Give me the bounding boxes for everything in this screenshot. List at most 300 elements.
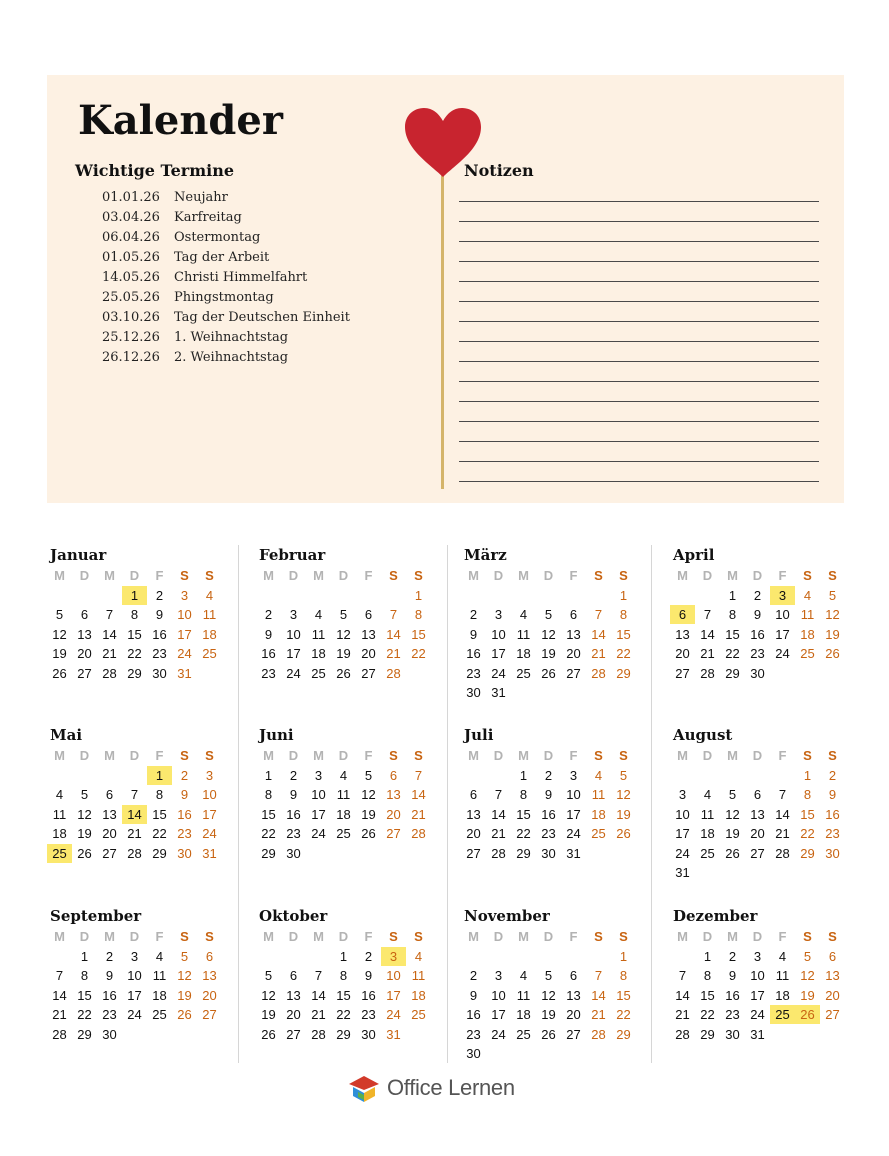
day-cell: 23 bbox=[177, 826, 192, 842]
day-cell: 6 bbox=[569, 607, 578, 623]
empty-cell bbox=[256, 586, 281, 605]
week-row bbox=[47, 605, 227, 625]
day-cell: 18 bbox=[311, 646, 326, 662]
day-cell: 5 bbox=[619, 767, 628, 783]
weekday-label: F bbox=[569, 748, 578, 764]
day-cell: 15 bbox=[411, 626, 426, 642]
month-6 bbox=[461, 725, 641, 863]
day-cell: 30 bbox=[541, 845, 556, 861]
day-cell: 2 bbox=[753, 587, 762, 603]
week-row bbox=[670, 986, 850, 1006]
day-cell: 12 bbox=[261, 987, 276, 1003]
day-cell: 22 bbox=[336, 1007, 351, 1023]
weekday-label: D bbox=[129, 929, 140, 945]
note-line bbox=[459, 183, 819, 202]
weekday-label: F bbox=[778, 568, 787, 584]
day-cell: 25 bbox=[700, 845, 715, 861]
day-cell: 11 bbox=[411, 968, 426, 984]
day-cell: 7 bbox=[594, 607, 603, 623]
week-row bbox=[670, 664, 850, 684]
day-cell: 2 bbox=[155, 587, 164, 603]
day-cell: 19 bbox=[52, 646, 67, 662]
day-cell: 14 bbox=[775, 806, 790, 822]
day-cell: 20 bbox=[286, 1007, 301, 1023]
event-name: Phingstmontag bbox=[174, 289, 274, 305]
day-cell: 13 bbox=[566, 987, 581, 1003]
empty-cell bbox=[795, 664, 820, 683]
day-cell: 28 bbox=[102, 665, 117, 681]
day-cell: 13 bbox=[750, 806, 765, 822]
day-cell: 5 bbox=[544, 607, 553, 623]
day-cell: 17 bbox=[311, 806, 326, 822]
empty-cell bbox=[122, 766, 147, 785]
week-row bbox=[47, 805, 227, 825]
day-cell: 2 bbox=[289, 767, 298, 783]
day-cell: 19 bbox=[541, 646, 556, 662]
day-cell: 11 bbox=[311, 626, 326, 642]
column-divider bbox=[651, 545, 652, 1063]
weekday-label: F bbox=[155, 568, 164, 584]
day-cell: 3 bbox=[494, 968, 503, 984]
day-cell: 6 bbox=[105, 787, 114, 803]
empty-cell bbox=[745, 766, 770, 785]
day-cell: 25 bbox=[152, 1007, 167, 1023]
empty-cell bbox=[611, 683, 636, 702]
day-cell: 29 bbox=[261, 845, 276, 861]
day-cell: 31 bbox=[177, 665, 192, 681]
day-cell: 22 bbox=[800, 826, 815, 842]
event-item bbox=[102, 187, 350, 207]
weekday-label: D bbox=[702, 748, 713, 764]
day-cell: 25 bbox=[311, 665, 326, 681]
weekday-label: D bbox=[79, 568, 90, 584]
weekday-label: F bbox=[155, 748, 164, 764]
day-cell: 14 bbox=[675, 987, 690, 1003]
day-cell: 21 bbox=[52, 1007, 67, 1023]
week-row bbox=[47, 1025, 227, 1045]
empty-cell bbox=[381, 586, 406, 605]
day-cell: 2 bbox=[364, 948, 373, 964]
week-row bbox=[461, 1044, 641, 1064]
day-cell: 26 bbox=[541, 665, 556, 681]
day-cell: 11 bbox=[516, 987, 531, 1003]
day-cell: 1 bbox=[703, 948, 712, 964]
day-cell: 25 bbox=[202, 646, 217, 662]
event-item bbox=[102, 287, 350, 307]
day-cell: 17 bbox=[491, 1007, 506, 1023]
day-cell: 5 bbox=[803, 948, 812, 964]
day-cell: 7 bbox=[55, 968, 64, 984]
day-cell: 7 bbox=[130, 787, 139, 803]
day-cell: 26 bbox=[361, 826, 376, 842]
day-cell: 1 bbox=[414, 587, 423, 603]
day-cell: 27 bbox=[466, 845, 481, 861]
month-name: September bbox=[50, 907, 142, 925]
weekday-label: D bbox=[752, 568, 763, 584]
weekday-label: D bbox=[288, 748, 299, 764]
week-row bbox=[47, 625, 227, 645]
day-cell: 4 bbox=[155, 948, 164, 964]
weekday-label: F bbox=[569, 929, 578, 945]
week-row bbox=[47, 785, 227, 805]
day-cell: 28 bbox=[775, 845, 790, 861]
day-cell: 14 bbox=[700, 626, 715, 642]
day-cell: 3 bbox=[569, 767, 578, 783]
page-title: Kalender bbox=[78, 97, 283, 144]
week-row bbox=[670, 586, 850, 606]
day-cell: 31 bbox=[675, 865, 690, 881]
weekday-header bbox=[461, 566, 641, 586]
month-4 bbox=[47, 725, 227, 863]
day-cell: 18 bbox=[775, 987, 790, 1003]
empty-cell bbox=[561, 586, 586, 605]
day-cell: 9 bbox=[105, 968, 114, 984]
day-cell: 7 bbox=[778, 787, 787, 803]
weekday-label: F bbox=[155, 929, 164, 945]
day-cell: 19 bbox=[825, 626, 840, 642]
day-cell: 12 bbox=[725, 806, 740, 822]
day-cell: 23 bbox=[750, 646, 765, 662]
weekday-label: S bbox=[594, 748, 603, 764]
day-cell: 20 bbox=[361, 646, 376, 662]
day-cell: 10 bbox=[177, 607, 192, 623]
day-cell: 4 bbox=[703, 787, 712, 803]
day-cell: 22 bbox=[261, 826, 276, 842]
day-cell: 29 bbox=[616, 1026, 631, 1042]
day-cell: 8 bbox=[703, 968, 712, 984]
day-cell: 23 bbox=[361, 1007, 376, 1023]
empty-cell bbox=[147, 1025, 172, 1044]
day-cell: 17 bbox=[491, 646, 506, 662]
day-cell: 9 bbox=[469, 626, 478, 642]
day-cell: 14 bbox=[52, 987, 67, 1003]
day-cell: 12 bbox=[616, 787, 631, 803]
note-line bbox=[459, 383, 819, 402]
empty-cell bbox=[72, 586, 97, 605]
day-cell: 24 bbox=[202, 826, 217, 842]
day-cell: 31 bbox=[566, 845, 581, 861]
empty-cell bbox=[670, 586, 695, 605]
day-cell: 13 bbox=[102, 806, 117, 822]
day-cell: 17 bbox=[750, 987, 765, 1003]
day-cell: 6 bbox=[389, 767, 398, 783]
day-cell: 29 bbox=[336, 1026, 351, 1042]
week-row bbox=[256, 1005, 436, 1025]
month-name: Mai bbox=[50, 726, 83, 744]
note-line bbox=[459, 263, 819, 282]
day-cell: 9 bbox=[364, 968, 373, 984]
day-cell: 12 bbox=[541, 626, 556, 642]
weekday-label: M bbox=[263, 568, 274, 584]
day-cell: 7 bbox=[389, 607, 398, 623]
month-name: Februar bbox=[259, 546, 326, 564]
empty-cell bbox=[536, 947, 561, 966]
day-cell: 14 bbox=[311, 987, 326, 1003]
day-cell: 4 bbox=[205, 587, 214, 603]
empty-cell bbox=[820, 1025, 845, 1044]
event-date: 01.05.26 bbox=[102, 249, 160, 265]
day-cell: 3 bbox=[205, 767, 214, 783]
event-date: 14.05.26 bbox=[102, 269, 160, 285]
empty-cell bbox=[281, 586, 306, 605]
weekday-label: D bbox=[543, 568, 554, 584]
empty-cell bbox=[536, 586, 561, 605]
day-cell: 19 bbox=[336, 646, 351, 662]
empty-cell bbox=[561, 1044, 586, 1063]
weekday-label: D bbox=[493, 568, 504, 584]
day-cell: 10 bbox=[491, 987, 506, 1003]
notes-lines bbox=[459, 183, 819, 483]
weekday-label: M bbox=[677, 568, 688, 584]
empty-cell bbox=[586, 947, 611, 966]
month-name: Juli bbox=[464, 726, 494, 744]
day-cell: 25 bbox=[336, 826, 351, 842]
day-cell: 11 bbox=[591, 787, 606, 803]
day-cell: 12 bbox=[800, 968, 815, 984]
day-cell: 22 bbox=[616, 1007, 631, 1023]
week-row bbox=[461, 1025, 641, 1045]
event-item bbox=[102, 247, 350, 267]
note-line bbox=[459, 203, 819, 222]
day-cell: 18 bbox=[52, 826, 67, 842]
empty-cell bbox=[306, 844, 331, 863]
day-cell: 4 bbox=[594, 767, 603, 783]
day-cell: 16 bbox=[466, 1007, 481, 1023]
day-cell: 30 bbox=[152, 665, 167, 681]
day-cell: 9 bbox=[469, 987, 478, 1003]
weekday-label: F bbox=[569, 568, 578, 584]
day-cell: 18 bbox=[411, 987, 426, 1003]
day-cell: 20 bbox=[77, 646, 92, 662]
day-cell: 21 bbox=[411, 806, 426, 822]
day-cell: 19 bbox=[361, 806, 376, 822]
weekday-label: D bbox=[129, 568, 140, 584]
day-cell: 1 bbox=[80, 948, 89, 964]
day-cell: 19 bbox=[725, 826, 740, 842]
day-cell: 11 bbox=[336, 787, 351, 803]
day-cell: 1 bbox=[728, 587, 737, 603]
day-cell: 13 bbox=[386, 787, 401, 803]
empty-cell bbox=[197, 1025, 222, 1044]
day-cell: 3 bbox=[753, 948, 762, 964]
day-cell: 30 bbox=[825, 845, 840, 861]
day-cell: 31 bbox=[750, 1026, 765, 1042]
empty-cell bbox=[72, 766, 97, 785]
day-cell: 18 bbox=[591, 806, 606, 822]
weekday-label: S bbox=[389, 929, 398, 945]
week-row bbox=[256, 805, 436, 825]
day-cell: 2 bbox=[264, 607, 273, 623]
day-cell: 27 bbox=[286, 1026, 301, 1042]
week-row bbox=[461, 805, 641, 825]
week-row bbox=[461, 664, 641, 684]
event-name: Neujahr bbox=[174, 189, 228, 205]
week-row bbox=[670, 644, 850, 664]
empty-cell bbox=[695, 863, 720, 882]
month-8 bbox=[47, 906, 227, 1044]
day-cell: 20 bbox=[202, 987, 217, 1003]
month-name: August bbox=[673, 726, 733, 744]
day-cell: 1 bbox=[122, 586, 147, 605]
empty-cell bbox=[381, 844, 406, 863]
day-cell: 25 bbox=[770, 1005, 795, 1024]
day-cell: 30 bbox=[102, 1026, 117, 1042]
month-11 bbox=[670, 906, 850, 1044]
day-cell: 1 bbox=[339, 948, 348, 964]
empty-cell bbox=[611, 844, 636, 863]
day-cell: 14 bbox=[591, 987, 606, 1003]
day-cell: 22 bbox=[127, 646, 142, 662]
day-cell: 13 bbox=[825, 968, 840, 984]
day-cell: 29 bbox=[700, 1026, 715, 1042]
week-row bbox=[47, 947, 227, 967]
day-cell: 23 bbox=[541, 826, 556, 842]
week-row bbox=[256, 644, 436, 664]
day-cell: 24 bbox=[386, 1007, 401, 1023]
event-item bbox=[102, 207, 350, 227]
weekday-label: M bbox=[313, 568, 324, 584]
weekday-label: F bbox=[778, 929, 787, 945]
column-divider bbox=[238, 545, 239, 1063]
weekday-header bbox=[47, 927, 227, 947]
weekday-label: S bbox=[414, 929, 423, 945]
day-cell: 21 bbox=[591, 1007, 606, 1023]
day-cell: 24 bbox=[675, 845, 690, 861]
day-cell: 4 bbox=[314, 607, 323, 623]
empty-cell bbox=[586, 683, 611, 702]
day-cell: 29 bbox=[800, 845, 815, 861]
day-cell: 16 bbox=[286, 806, 301, 822]
day-cell: 15 bbox=[700, 987, 715, 1003]
month-7 bbox=[670, 725, 850, 883]
day-cell: 26 bbox=[52, 665, 67, 681]
day-cell: 31 bbox=[491, 685, 506, 701]
day-cell: 19 bbox=[800, 987, 815, 1003]
day-cell: 5 bbox=[339, 607, 348, 623]
day-cell: 10 bbox=[386, 968, 401, 984]
day-cell: 27 bbox=[386, 826, 401, 842]
day-cell: 20 bbox=[825, 987, 840, 1003]
weekday-label: D bbox=[752, 748, 763, 764]
day-cell: 12 bbox=[177, 968, 192, 984]
event-name: 1. Weihnachtstag bbox=[174, 329, 289, 345]
day-cell: 28 bbox=[591, 665, 606, 681]
event-date: 01.01.26 bbox=[102, 189, 160, 205]
day-cell: 18 bbox=[152, 987, 167, 1003]
empty-cell bbox=[356, 586, 381, 605]
day-cell: 3 bbox=[289, 607, 298, 623]
day-cell: 24 bbox=[286, 665, 301, 681]
week-row bbox=[461, 947, 641, 967]
day-cell: 31 bbox=[202, 845, 217, 861]
empty-cell bbox=[695, 586, 720, 605]
day-cell: 26 bbox=[616, 826, 631, 842]
day-cell: 5 bbox=[728, 787, 737, 803]
day-cell: 15 bbox=[127, 626, 142, 642]
events-list bbox=[102, 187, 350, 367]
day-cell: 5 bbox=[180, 948, 189, 964]
weekday-label: M bbox=[54, 748, 65, 764]
day-cell: 7 bbox=[494, 787, 503, 803]
day-cell: 9 bbox=[728, 968, 737, 984]
day-cell: 30 bbox=[177, 845, 192, 861]
day-cell: 11 bbox=[700, 806, 715, 822]
day-cell: 15 bbox=[516, 806, 531, 822]
day-cell: 16 bbox=[825, 806, 840, 822]
day-cell: 22 bbox=[516, 826, 531, 842]
day-cell: 7 bbox=[105, 607, 114, 623]
day-cell: 22 bbox=[700, 1007, 715, 1023]
event-date: 26.12.26 bbox=[102, 349, 160, 365]
day-cell: 2 bbox=[828, 767, 837, 783]
day-cell: 4 bbox=[778, 948, 787, 964]
day-cell: 28 bbox=[52, 1026, 67, 1042]
month-1 bbox=[256, 545, 436, 683]
day-cell: 2 bbox=[180, 767, 189, 783]
office-lernen-logo bbox=[347, 1074, 515, 1102]
empty-cell bbox=[795, 863, 820, 882]
week-row bbox=[47, 824, 227, 844]
weekday-label: F bbox=[364, 568, 373, 584]
week-row bbox=[461, 644, 641, 664]
day-cell: 13 bbox=[286, 987, 301, 1003]
empty-cell bbox=[47, 766, 72, 785]
day-cell: 6 bbox=[670, 605, 695, 624]
event-item bbox=[102, 347, 350, 367]
day-cell: 3 bbox=[314, 767, 323, 783]
weekday-label: S bbox=[180, 929, 189, 945]
day-cell: 8 bbox=[339, 968, 348, 984]
day-cell: 20 bbox=[566, 646, 581, 662]
note-line bbox=[459, 243, 819, 262]
weekday-label: M bbox=[54, 929, 65, 945]
weekday-label: S bbox=[619, 748, 628, 764]
empty-cell bbox=[511, 683, 536, 702]
day-cell: 10 bbox=[202, 787, 217, 803]
day-cell: 6 bbox=[364, 607, 373, 623]
empty-cell bbox=[47, 947, 72, 966]
week-row bbox=[461, 966, 641, 986]
weekday-label: M bbox=[677, 748, 688, 764]
event-date: 06.04.26 bbox=[102, 229, 160, 245]
day-cell: 19 bbox=[616, 806, 631, 822]
weekday-label: D bbox=[702, 568, 713, 584]
month-name: Juni bbox=[259, 726, 294, 744]
week-row bbox=[256, 785, 436, 805]
empty-cell bbox=[795, 1025, 820, 1044]
weekday-label: S bbox=[828, 929, 837, 945]
day-cell: 6 bbox=[205, 948, 214, 964]
day-cell: 19 bbox=[261, 1007, 276, 1023]
weekday-label: M bbox=[727, 568, 738, 584]
week-row bbox=[256, 766, 436, 786]
day-cell: 24 bbox=[566, 826, 581, 842]
empty-cell bbox=[720, 863, 745, 882]
empty-cell bbox=[561, 947, 586, 966]
day-cell: 24 bbox=[491, 1026, 506, 1042]
week-row bbox=[47, 966, 227, 986]
day-cell: 11 bbox=[800, 607, 815, 623]
day-cell: 29 bbox=[516, 845, 531, 861]
day-cell: 28 bbox=[411, 826, 426, 842]
month-9 bbox=[256, 906, 436, 1044]
day-cell: 8 bbox=[619, 968, 628, 984]
weekday-header bbox=[461, 927, 641, 947]
weekday-label: S bbox=[180, 748, 189, 764]
week-row bbox=[670, 844, 850, 864]
day-cell: 30 bbox=[361, 1026, 376, 1042]
week-row bbox=[256, 1025, 436, 1045]
